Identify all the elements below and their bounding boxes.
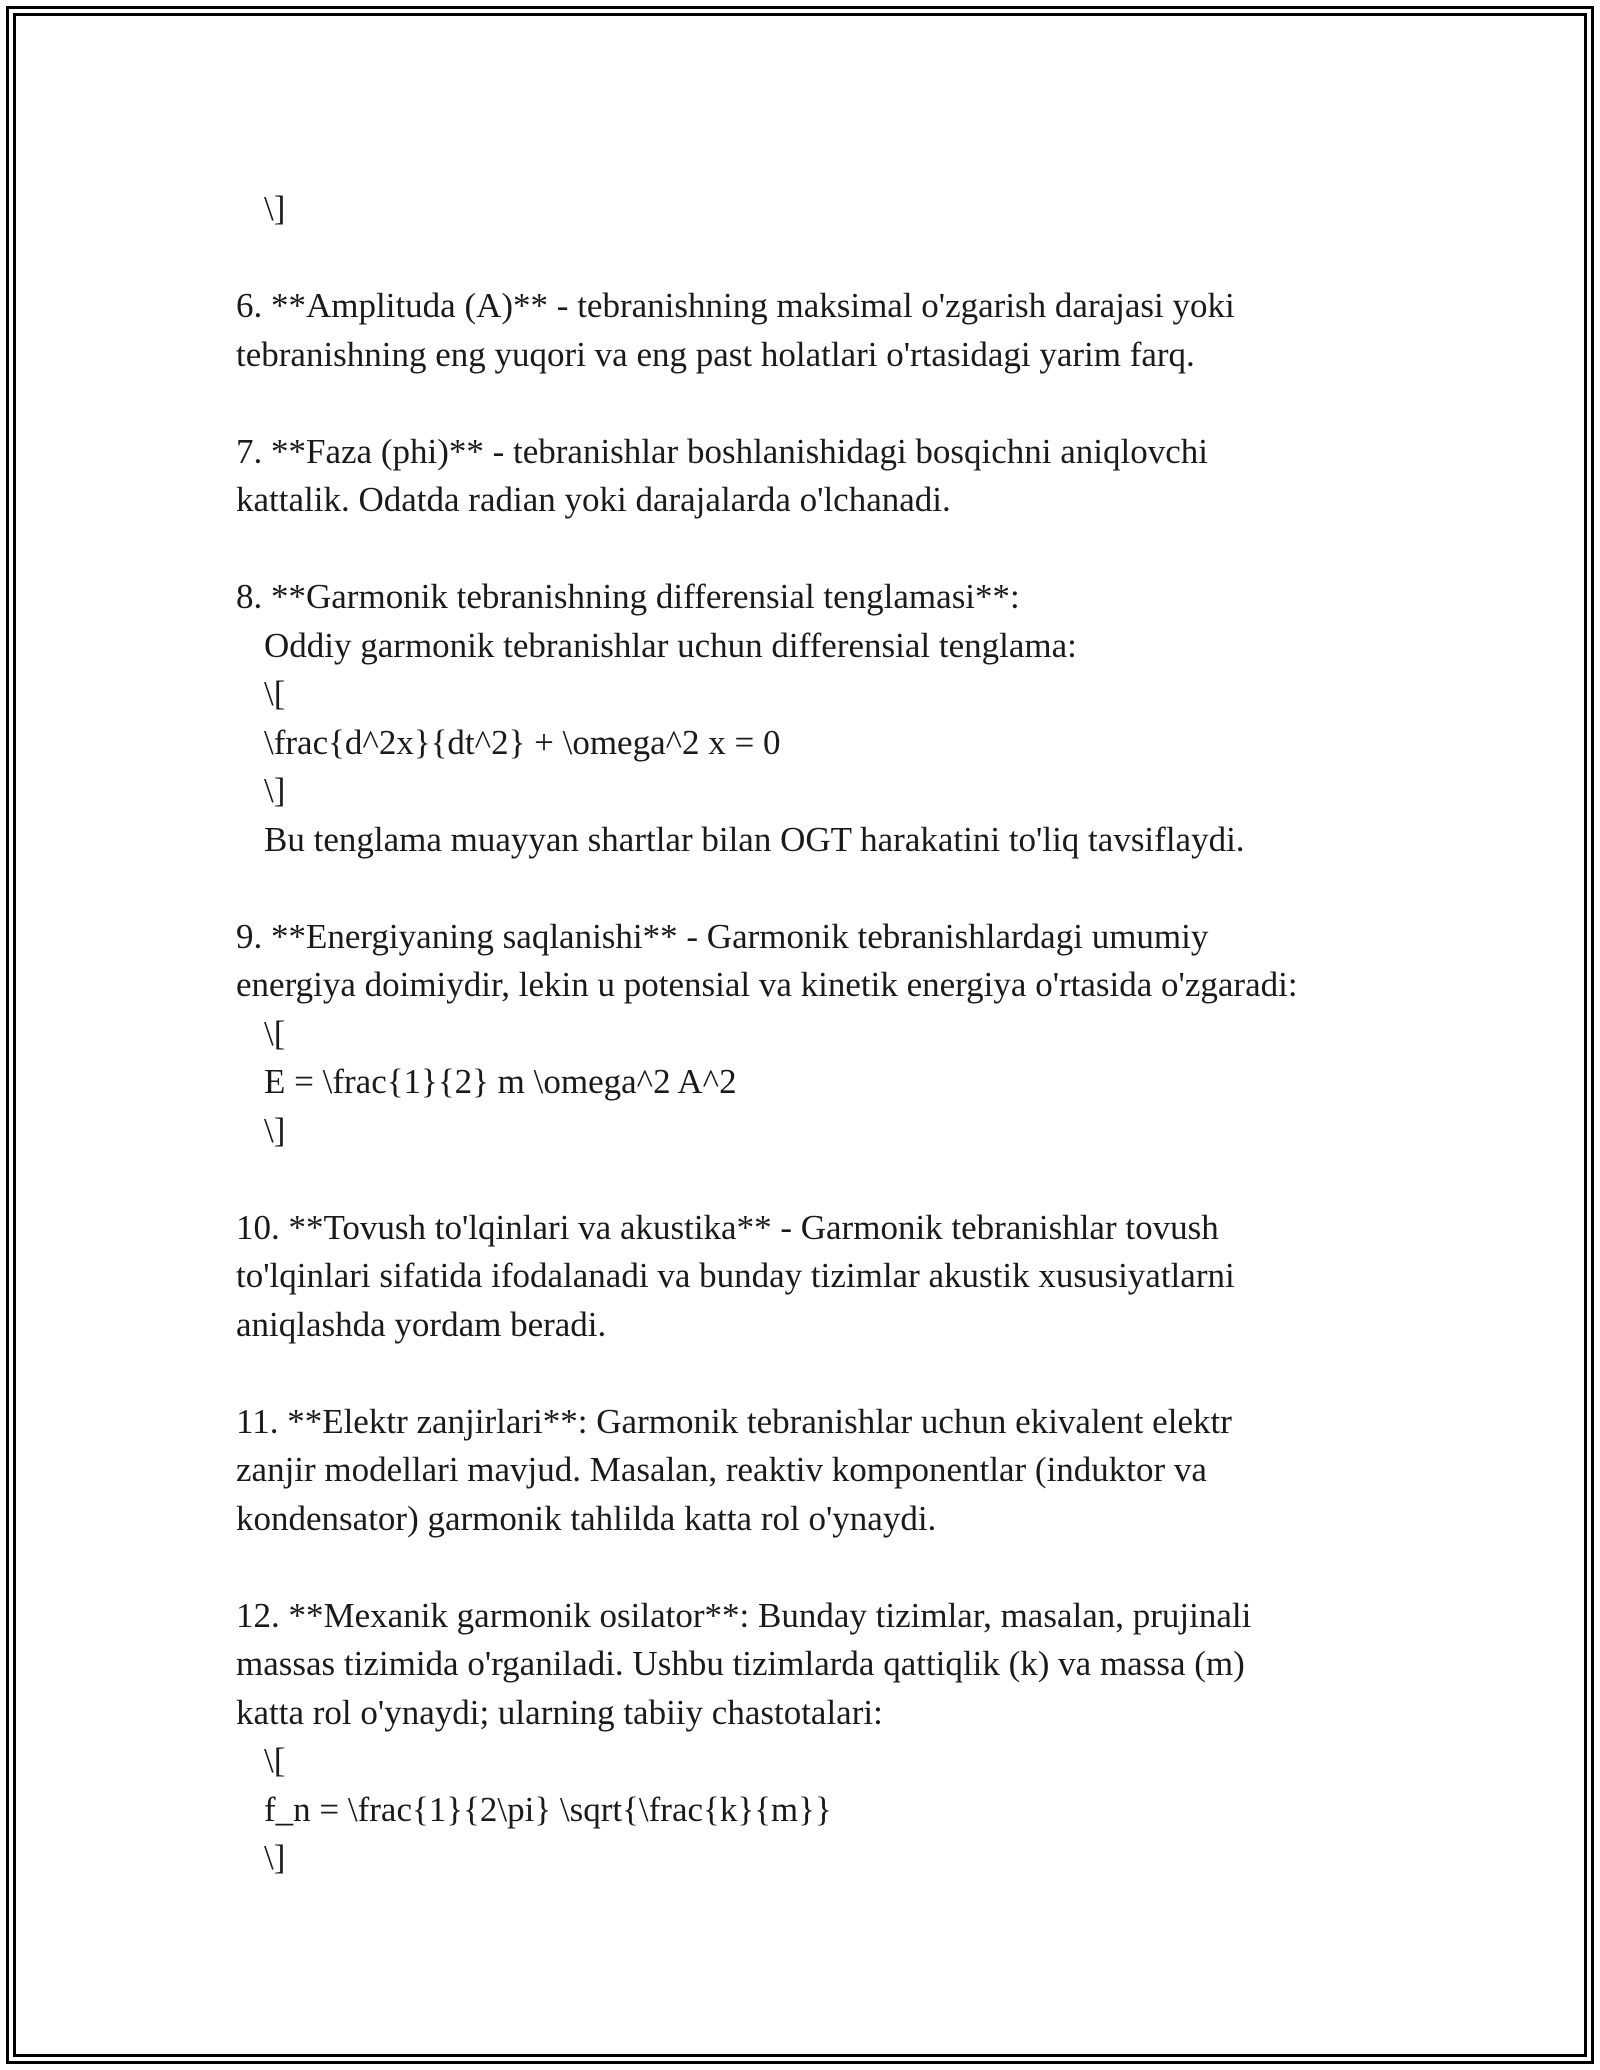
document-text-line: 12. **Mexanik garmonik osilator**: Bunday tizimlar, masalan, prujinali	[236, 1595, 1252, 1635]
document-text-line: kondensator) garmonik tahlilda katta rol o'ynaydi.	[236, 1498, 937, 1538]
document-text-line: 10. **Tovush to'lqinlari va akustika** - Garmonik tebranishlar tovush	[236, 1207, 1219, 1247]
document-text-line: 11. **Elektr zanjirlari**: Garmonik tebranishlar uchun ekivalent elektr	[236, 1401, 1232, 1441]
paragraph-spacer	[236, 1155, 1376, 1204]
document-text-line: Bu tenglama muayyan shartlar bilan OGT harakatini to'liq tavsiflaydi.	[264, 819, 1245, 859]
document-text-line: katta rol o'ynaydi; ularning tabiiy chastotalari:	[236, 1692, 883, 1732]
document-text-line: to'lqinlari sifatida ifodalanadi va bunday tizimlar akustik xususiyatlarni	[236, 1256, 1235, 1295]
document-text-line: 7. **Faza (phi)** - tebranishlar boshlanishidagi bosqichni aniqlovchi	[236, 431, 1209, 471]
document-text-line: \]	[264, 189, 286, 228]
document-text-line: energiya doimiydir, lekin u potensial va kinetik energiya o'rtasida o'zgaradi:	[236, 965, 1298, 1004]
paragraph-spacer	[236, 379, 1376, 428]
document-text-line: massas tizimida o'rganiladi. Ushbu tizimlarda qattiqlik (k) va massa (m)	[236, 1644, 1245, 1683]
paragraph-spacer	[236, 525, 1376, 574]
document-text-line: \]	[264, 1838, 286, 1877]
paragraph-spacer	[236, 234, 1376, 283]
document-text-line: aniqlashda yordam beradi.	[236, 1304, 607, 1344]
document-text-line: 8. **Garmonik tebranishning differensial tenglamasi**:	[236, 577, 1020, 616]
document-text-line: Oddiy garmonik tebranishlar uchun differensial tenglama:	[264, 625, 1077, 665]
paragraph-spacer	[236, 1543, 1376, 1592]
document-text-line: kattalik. Odatda radian yoki darajalarda o'lchanadi.	[236, 480, 951, 519]
paragraph-spacer	[236, 864, 1376, 913]
document-body	[236, 185, 1376, 1883]
document-text-line: \[	[264, 1741, 286, 1780]
document-text-line: \]	[264, 1110, 286, 1150]
document-text-line: \frac{d^2x}{dt^2} + \omega^2 x = 0	[264, 722, 781, 762]
document-text-line: zanjir modellari mavjud. Masalan, reaktiv komponentlar (induktor va	[236, 1450, 1207, 1489]
document-text-line: 6. **Amplituda (A)** - tebranishning maksimal o'zgarish darajasi yoki	[236, 286, 1235, 325]
paragraph-spacer	[236, 1349, 1376, 1398]
document-text-line: E = \frac{1}{2} m \omega^2 A^2	[264, 1062, 737, 1101]
document-text-line: tebranishning eng yuqori va eng past holatlari o'rtasidagi yarim farq.	[236, 334, 1195, 374]
document-text-line: \]	[264, 771, 286, 810]
document-text-line: 9. **Energiyaning saqlanishi** - Garmonik tebranishlardagi umumiy	[236, 916, 1209, 956]
document-text-line: \[	[264, 674, 286, 713]
document-text-line: \[	[264, 1013, 286, 1053]
document-text-line: f_n = \frac{1}{2\pi} \sqrt{\frac{k}{m}}	[264, 1789, 832, 1829]
